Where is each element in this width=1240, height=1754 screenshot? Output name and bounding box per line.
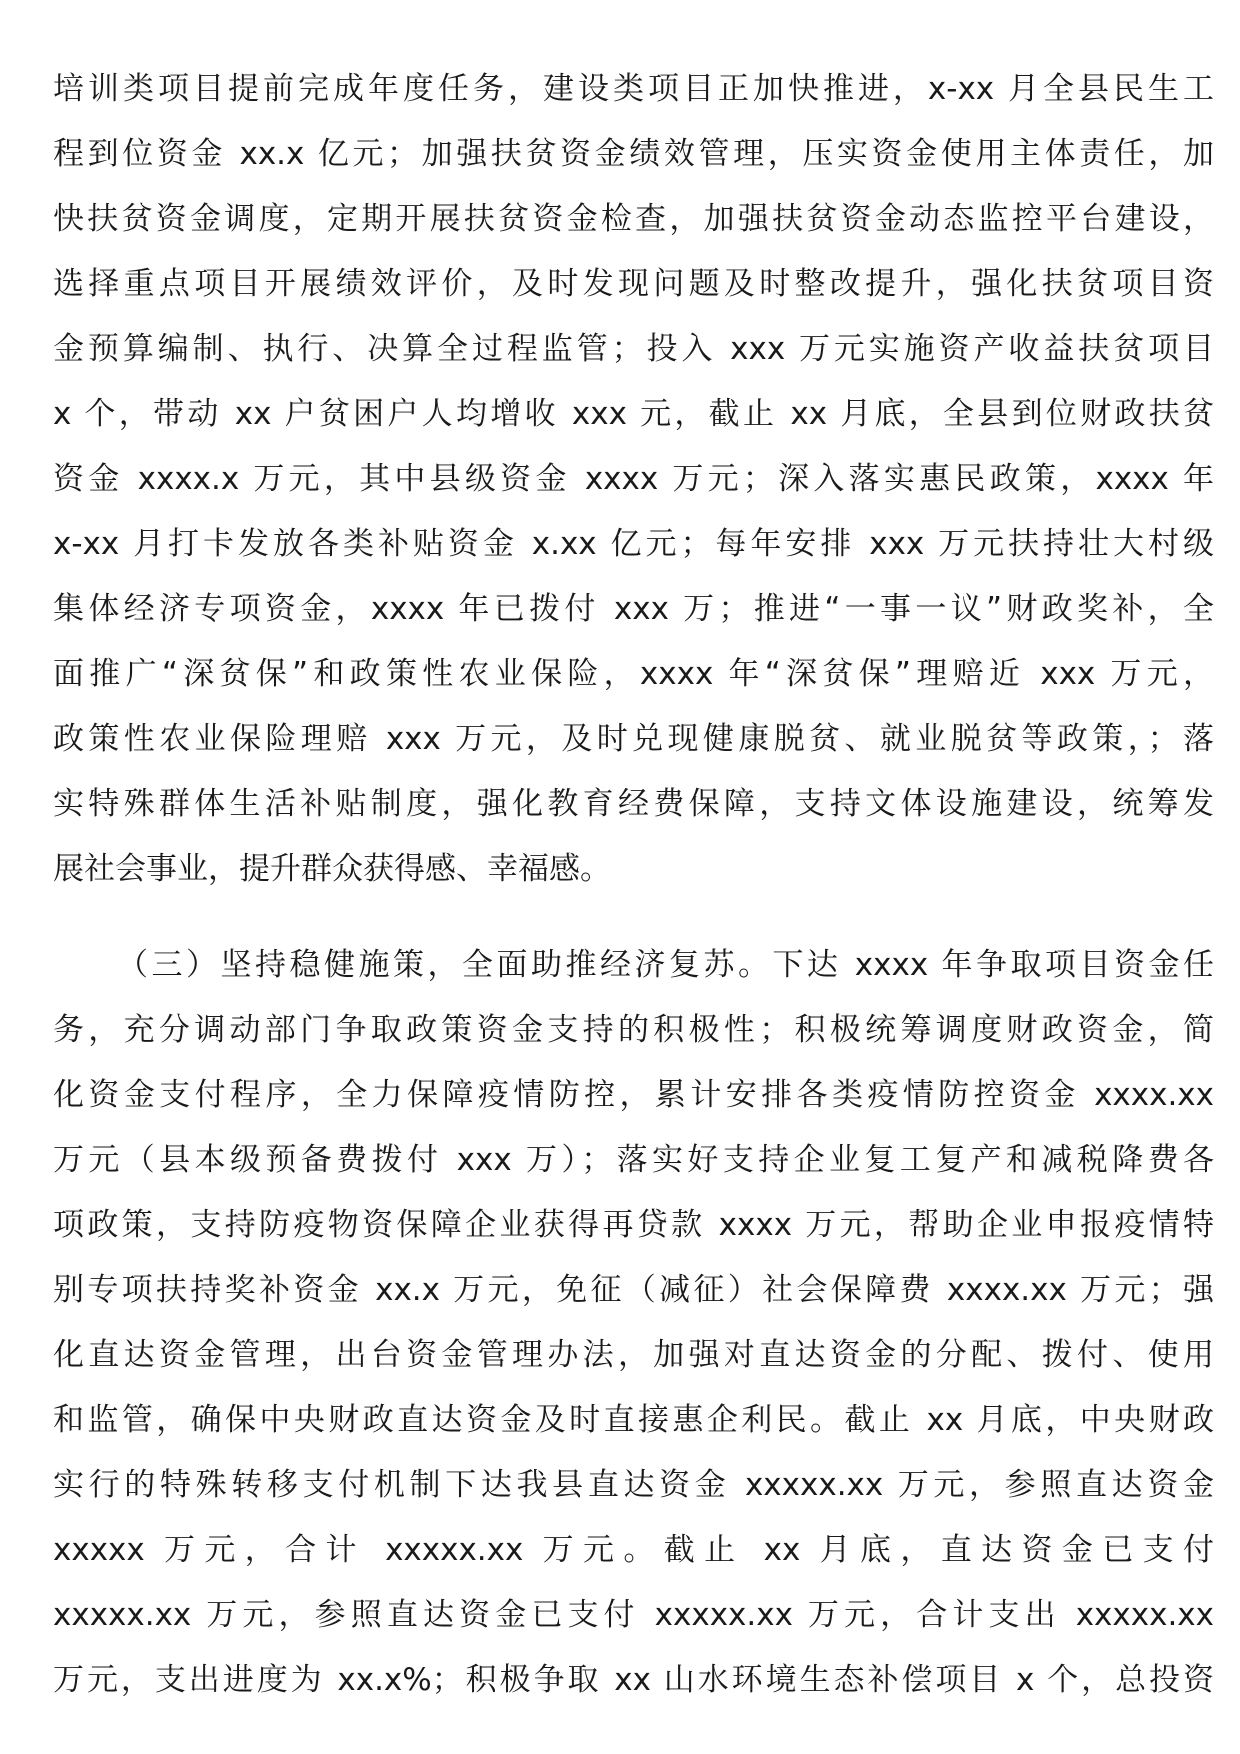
text-line: 政策性农业保险理赔 xxx 万元，及时兑现健康脱贫、就业脱贫等政策，；落 (53, 721, 1214, 757)
text-line: 集体经济专项资金，xxxx 年已拨付 xxx 万；推进“一事一议”财政奖补，全 (53, 591, 1214, 627)
text-line: 选择重点项目开展绩效评价，及时发现问题及时整改提升，强化扶贫项目资 (53, 266, 1214, 302)
text-line: 金预算编制、执行、决算全过程监管；投入 xxx 万元实施资产收益扶贫项目 (53, 331, 1214, 367)
text-line: 实行的特殊转移支付机制下达我县直达资金 xxxxx.xx 万元，参照直达资金 (53, 1467, 1214, 1503)
text-line: xxxxx.xx 万元，参照直达资金已支付 xxxxx.xx 万元，合计支出 xxxxx.xx (53, 1597, 1214, 1633)
document-page (53, 57, 1214, 1713)
text-line: 务，充分调动部门争取政策资金支持的积极性；积极统筹调度财政资金，简 (53, 1012, 1214, 1048)
text-line: 面推广“深贫保”和政策性农业保险，xxxx 年“深贫保”理赔近 xxx 万元， (53, 656, 1214, 692)
paragraph-section-three (53, 933, 1214, 1713)
text-line: 别专项扶持奖补资金 xx.x 万元，免征（减征）社会保障费 xxxx.xx 万元；强 (53, 1272, 1214, 1308)
text-line: 万元（县本级预备费拨付 xxx 万）；落实好支持企业复工复产和减税降费各 (53, 1142, 1214, 1178)
text-line: 项政策，支持防疫物资保障企业获得再贷款 xxxx 万元，帮助企业申报疫情特 (53, 1207, 1214, 1243)
text-line: x 个，带动 xx 户贫困户人均增收 xxx 元，截止 xx 月底，全县到位财政扶贫 (53, 396, 1214, 432)
text-line: 和监管，确保中央财政直达资金及时直接惠企利民。截止 xx 月底，中央财政 (53, 1402, 1214, 1438)
text-line: 快扶贫资金调度，定期开展扶贫资金检查，加强扶贫资金动态监控平台建设， (53, 201, 1214, 237)
section-heading-line: （三）坚持稳健施策，全面助推经济复苏。下达 xxxx 年争取项目资金任 (117, 947, 1214, 983)
text-line-paragraph-end: 展社会事业，提升群众获得感、幸福感。 (53, 851, 611, 887)
text-line: 化直达资金管理，出台资金管理办法，加强对直达资金的分配、拨付、使用 (53, 1337, 1214, 1373)
text-line: 程到位资金 xx.x 亿元；加强扶贫资金绩效管理，压实资金使用主体责任，加 (53, 136, 1214, 172)
text-line: 实特殊群体生活补贴制度，强化教育经费保障，支持文体设施建设，统筹发 (53, 786, 1214, 822)
text-line: 万元，支出进度为 xx.x%；积极争取 xx 山水环境生态补偿项目 x 个，总投资 (53, 1662, 1214, 1698)
text-line: 化资金支付程序，全力保障疫情防控，累计安排各类疫情防控资金 xxxx.xx (53, 1077, 1214, 1113)
paragraph-livelihood-funds (53, 57, 1214, 902)
text-line: 培训类项目提前完成年度任务，建设类项目正加快推进，x-xx 月全县民生工 (53, 71, 1214, 107)
text-line: x-xx 月打卡发放各类补贴资金 x.xx 亿元；每年安排 xxx 万元扶持壮大村级 (53, 526, 1214, 562)
text-line: xxxxx 万元，合计 xxxxx.xx 万元。截止 xx 月底，直达资金已支付 (53, 1532, 1214, 1568)
text-line: 资金 xxxx.x 万元，其中县级资金 xxxx 万元；深入落实惠民政策，xxxx 年 (53, 461, 1214, 497)
